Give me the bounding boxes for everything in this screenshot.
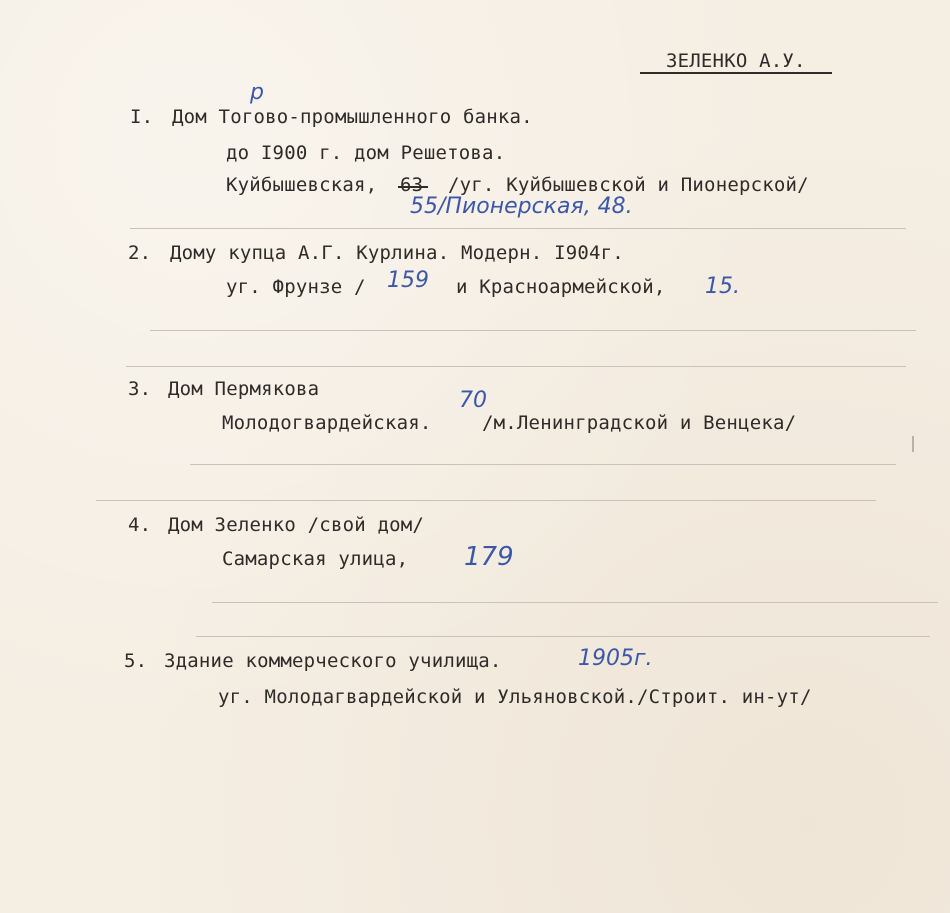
- entry-4-number: 4.: [128, 514, 152, 536]
- author-name: ЗЕЛЕНКО А.У.: [666, 50, 806, 72]
- entry-4-handwritten-number: 179: [464, 542, 514, 572]
- entry-3-handwritten-number: 70: [459, 388, 487, 413]
- entry-4-title: Дом Зеленко /свой дом/: [168, 514, 425, 536]
- divider-line: [196, 636, 930, 637]
- divider-line: [190, 464, 896, 465]
- entry-2-corner: и Красноармейской,: [456, 276, 666, 298]
- entry-4-street: Самарская улица,: [222, 548, 409, 570]
- entry-5-street: уг. Молодагвардейской и Ульяновской./Строит. ин-ут/: [218, 686, 812, 708]
- entry-2-street: уг. Фрунзе /: [226, 276, 366, 298]
- divider-line: [126, 366, 906, 367]
- entry-2-title: Дому купца А.Г. Курлина. Модерн. I904г.: [170, 242, 624, 264]
- entry-1-corner: /уг. Куйбышевской и Пионерской/: [448, 174, 809, 196]
- entry-1-strike-through: [398, 186, 428, 188]
- divider-line: [150, 330, 916, 331]
- entry-2-number: 2.: [128, 242, 152, 264]
- entry-2-handwritten-address: 15.: [705, 274, 740, 299]
- entry-3-title: Дом Пермякова: [168, 378, 320, 400]
- entry-3-corner: /м.Ленинградской и Венцека/: [482, 412, 797, 434]
- divider-line: [212, 602, 938, 603]
- entry-1-title: Дом Тогово-промышленного банка.: [172, 106, 533, 128]
- entry-1-line-2: до I900 г. дом Решетова.: [226, 142, 506, 164]
- entry-1-number: I.: [130, 106, 154, 128]
- divider-line: [96, 500, 876, 501]
- entry-2-handwritten-number: 159: [387, 268, 429, 293]
- author-underline: [640, 72, 832, 74]
- entry-5-handwritten-year: 1905г.: [578, 646, 653, 671]
- entry-3-street: Молодогвардейская.: [222, 412, 432, 434]
- entry-5-number: 5.: [124, 650, 148, 672]
- divider-line: [130, 228, 906, 229]
- entry-5-title: Здание коммерческого училища.: [164, 650, 502, 672]
- entry-1-street: Куйбышевская,: [226, 174, 378, 196]
- entry-1-handwritten-correction: р: [250, 80, 264, 105]
- entry-1-old-number: 63: [400, 174, 424, 196]
- entry-3-number: 3.: [128, 378, 152, 400]
- margin-mark: [912, 436, 914, 452]
- entry-1-handwritten-address: 55/Пионерская, 48.: [410, 194, 633, 219]
